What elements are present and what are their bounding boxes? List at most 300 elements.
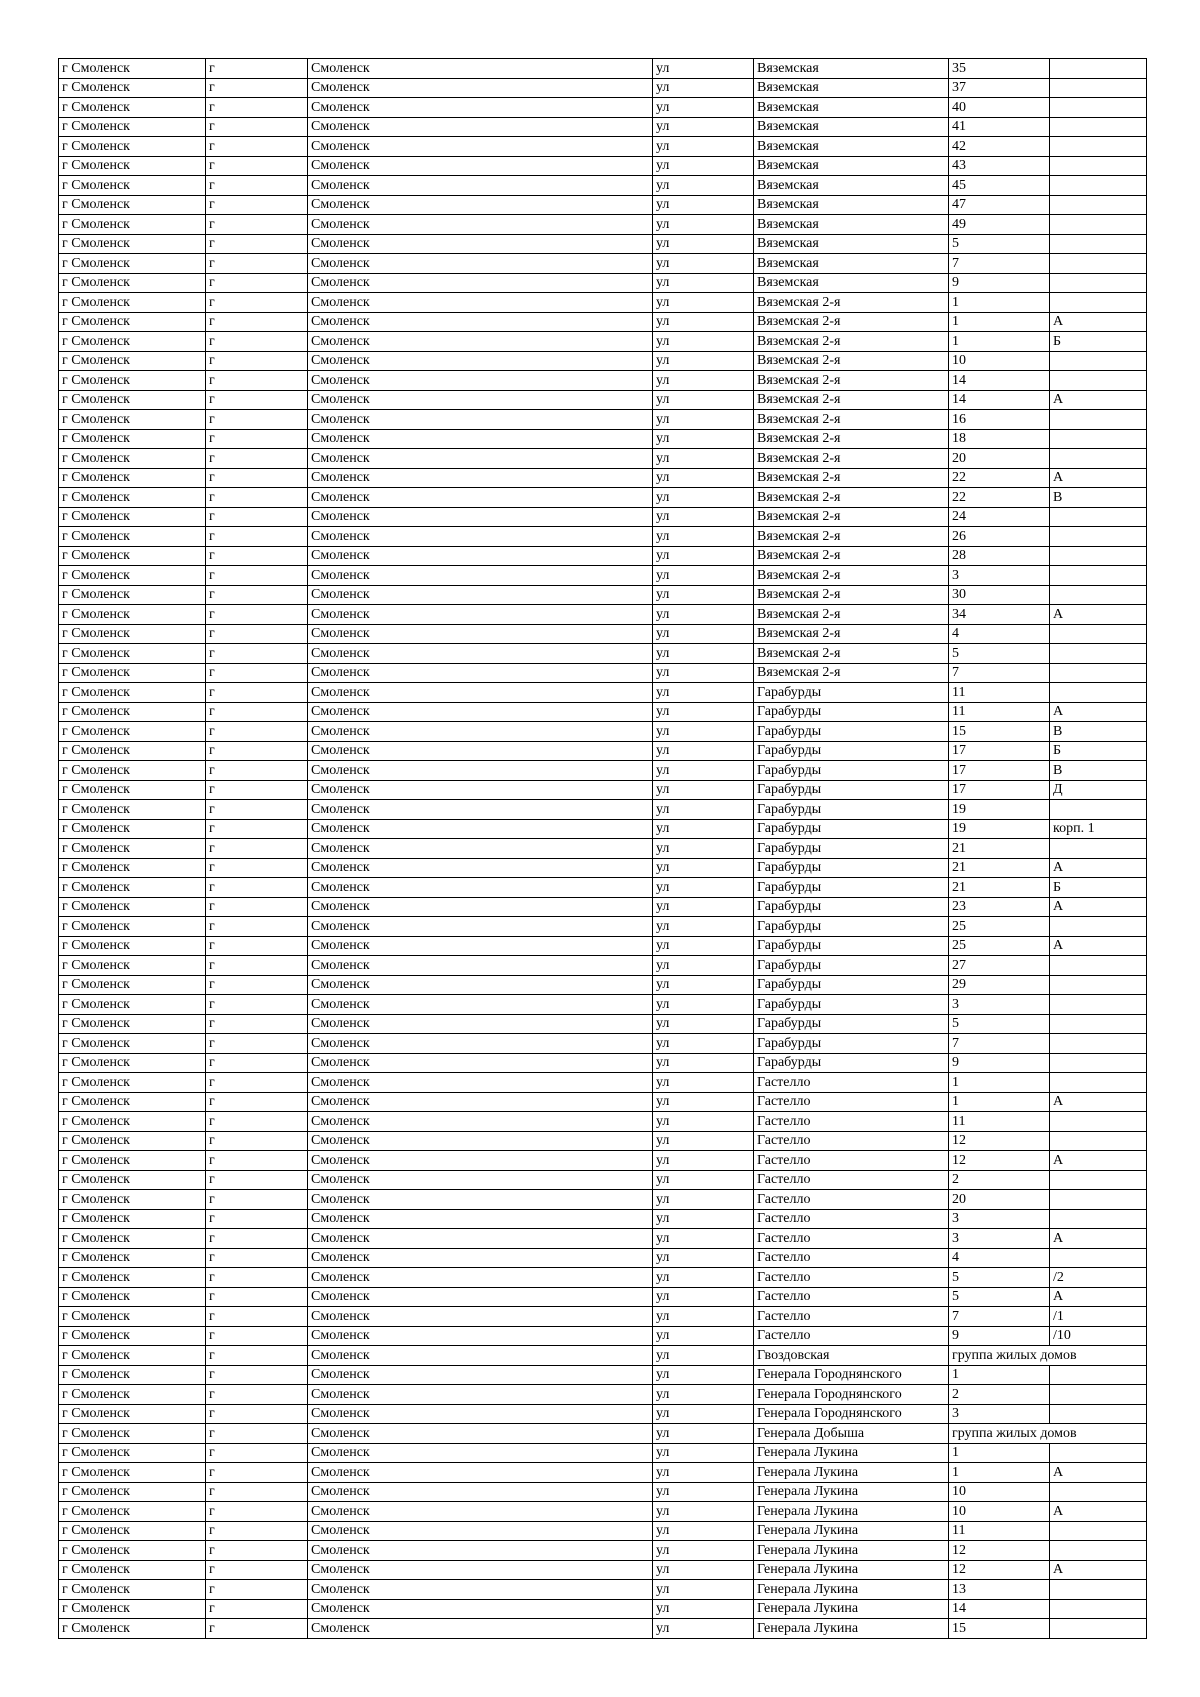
settlement-type-cell: г [206, 1326, 308, 1346]
street-cell: Гарабурды [754, 956, 949, 976]
house-cell: 9 [949, 1053, 1050, 1073]
building-cell [1050, 1541, 1147, 1561]
house-cell: 17 [949, 741, 1050, 761]
city-cell: Смоленск [308, 624, 653, 644]
building-cell [1050, 449, 1147, 469]
city-cell: Смоленск [308, 1541, 653, 1561]
street-cell: Гастелло [754, 1170, 949, 1190]
house-cell: 10 [949, 351, 1050, 371]
street-cell: Гарабурды [754, 780, 949, 800]
settlement-type-cell: г [206, 1209, 308, 1229]
street-type-cell: ул [653, 878, 754, 898]
region-cell: г Смоленск [59, 1209, 206, 1229]
city-cell: Смоленск [308, 410, 653, 430]
street-cell: Генерала Лукина [754, 1521, 949, 1541]
city-cell: Смоленск [308, 527, 653, 547]
settlement-type-cell: г [206, 1053, 308, 1073]
region-cell: г Смоленск [59, 897, 206, 917]
settlement-type-cell: г [206, 137, 308, 157]
city-cell: Смоленск [308, 1112, 653, 1132]
table-row [59, 1385, 1147, 1405]
street-type-cell: ул [653, 1482, 754, 1502]
table-row [59, 1521, 1147, 1541]
table-row [59, 1599, 1147, 1619]
street-cell: Гастелло [754, 1092, 949, 1112]
table-row [59, 1229, 1147, 1249]
building-cell: /2 [1050, 1268, 1147, 1288]
street-cell: Гарабурды [754, 975, 949, 995]
settlement-type-cell: г [206, 800, 308, 820]
house-cell: 5 [949, 234, 1050, 254]
street-type-cell: ул [653, 59, 754, 79]
street-type-cell: ул [653, 585, 754, 605]
region-cell: г Смоленск [59, 1482, 206, 1502]
settlement-type-cell: г [206, 1404, 308, 1424]
street-type-cell: ул [653, 1229, 754, 1249]
building-cell: В [1050, 488, 1147, 508]
settlement-type-cell: г [206, 605, 308, 625]
building-cell [1050, 1112, 1147, 1132]
region-cell: г Смоленск [59, 1326, 206, 1346]
street-type-cell: ул [653, 1092, 754, 1112]
street-cell: Вяземская 2-я [754, 293, 949, 313]
street-cell: Вяземская [754, 98, 949, 118]
street-type-cell: ул [653, 1365, 754, 1385]
city-cell: Смоленск [308, 488, 653, 508]
table-row [59, 98, 1147, 118]
table-row [59, 839, 1147, 859]
settlement-type-cell: г [206, 644, 308, 664]
house-cell: 28 [949, 546, 1050, 566]
house-cell: 24 [949, 507, 1050, 527]
building-cell [1050, 1131, 1147, 1151]
settlement-type-cell: г [206, 956, 308, 976]
house-cell: 3 [949, 566, 1050, 586]
house-cell: 17 [949, 780, 1050, 800]
city-cell: Смоленск [308, 1482, 653, 1502]
building-cell: А [1050, 1287, 1147, 1307]
region-cell: г Смоленск [59, 663, 206, 683]
street-cell: Гастелло [754, 1307, 949, 1327]
settlement-type-cell: г [206, 117, 308, 137]
settlement-type-cell: г [206, 507, 308, 527]
settlement-type-cell: г [206, 351, 308, 371]
region-cell: г Смоленск [59, 254, 206, 274]
street-cell: Вяземская 2-я [754, 312, 949, 332]
table-row [59, 761, 1147, 781]
settlement-type-cell: г [206, 1560, 308, 1580]
building-cell: Б [1050, 878, 1147, 898]
city-cell: Смоленск [308, 897, 653, 917]
street-cell: Гастелло [754, 1190, 949, 1210]
street-cell: Гарабурды [754, 917, 949, 937]
address-table [58, 58, 1147, 1639]
street-cell: Вяземская [754, 234, 949, 254]
table-row [59, 195, 1147, 215]
building-cell [1050, 137, 1147, 157]
city-cell: Смоленск [308, 1521, 653, 1541]
street-type-cell: ул [653, 312, 754, 332]
table-row [59, 956, 1147, 976]
table-row [59, 566, 1147, 586]
region-cell: г Смоленск [59, 1560, 206, 1580]
table-row [59, 1170, 1147, 1190]
building-cell [1050, 351, 1147, 371]
street-type-cell: ул [653, 1131, 754, 1151]
city-cell: Смоленск [308, 1365, 653, 1385]
street-type-cell: ул [653, 1112, 754, 1132]
street-cell: Гарабурды [754, 1034, 949, 1054]
table-row [59, 429, 1147, 449]
building-cell: /10 [1050, 1326, 1147, 1346]
region-cell: г Смоленск [59, 1151, 206, 1171]
street-cell: Вяземская [754, 254, 949, 274]
region-cell: г Смоленск [59, 702, 206, 722]
table-row [59, 605, 1147, 625]
building-cell [1050, 546, 1147, 566]
street-type-cell: ул [653, 1580, 754, 1600]
street-type-cell: ул [653, 644, 754, 664]
building-cell [1050, 624, 1147, 644]
settlement-type-cell: г [206, 1385, 308, 1405]
building-cell [1050, 527, 1147, 547]
table-row [59, 1346, 1147, 1366]
table-row [59, 1580, 1147, 1600]
city-cell: Смоленск [308, 722, 653, 742]
settlement-type-cell: г [206, 1502, 308, 1522]
city-cell: Смоленск [308, 780, 653, 800]
street-cell: Гастелло [754, 1073, 949, 1093]
city-cell: Смоленск [308, 1151, 653, 1171]
settlement-type-cell: г [206, 995, 308, 1015]
building-cell: А [1050, 897, 1147, 917]
street-cell: Генерала Добыша [754, 1424, 949, 1444]
street-cell: Вяземская 2-я [754, 507, 949, 527]
house-cell: 1 [949, 332, 1050, 352]
house-cell: 3 [949, 1209, 1050, 1229]
house-cell: 5 [949, 1287, 1050, 1307]
street-type-cell: ул [653, 1287, 754, 1307]
street-cell: Вяземская 2-я [754, 488, 949, 508]
region-cell: г Смоленск [59, 644, 206, 664]
settlement-type-cell: г [206, 1073, 308, 1093]
street-type-cell: ул [653, 1521, 754, 1541]
street-cell: Гастелло [754, 1287, 949, 1307]
city-cell: Смоленск [308, 1092, 653, 1112]
street-cell: Вяземская 2-я [754, 566, 949, 586]
house-cell: 14 [949, 1599, 1050, 1619]
city-cell: Смоленск [308, 195, 653, 215]
house-cell: 20 [949, 1190, 1050, 1210]
table-row [59, 858, 1147, 878]
city-cell: Смоленск [308, 839, 653, 859]
city-cell: Смоленск [308, 566, 653, 586]
settlement-type-cell: г [206, 1541, 308, 1561]
building-cell [1050, 1580, 1147, 1600]
settlement-type-cell: г [206, 858, 308, 878]
table-row [59, 410, 1147, 430]
table-row [59, 1619, 1147, 1639]
building-cell: А [1050, 312, 1147, 332]
building-cell [1050, 995, 1147, 1015]
house-cell: 10 [949, 1502, 1050, 1522]
city-cell: Смоленск [308, 254, 653, 274]
table-row [59, 1092, 1147, 1112]
street-cell: Гастелло [754, 1268, 949, 1288]
table-row [59, 449, 1147, 469]
house-cell: 11 [949, 702, 1050, 722]
street-cell: Гарабурды [754, 839, 949, 859]
building-cell [1050, 1014, 1147, 1034]
city-cell: Смоленск [308, 1014, 653, 1034]
region-cell: г Смоленск [59, 1443, 206, 1463]
table-row [59, 332, 1147, 352]
region-cell: г Смоленск [59, 683, 206, 703]
house-cell: 11 [949, 683, 1050, 703]
street-type-cell: ул [653, 1151, 754, 1171]
table-row [59, 254, 1147, 274]
settlement-type-cell: г [206, 1346, 308, 1366]
house-cell: 11 [949, 1521, 1050, 1541]
city-cell: Смоленск [308, 975, 653, 995]
city-cell: Смоленск [308, 1424, 653, 1444]
street-type-cell: ул [653, 1073, 754, 1093]
street-type-cell: ул [653, 1463, 754, 1483]
table-row [59, 59, 1147, 79]
region-cell: г Смоленск [59, 234, 206, 254]
region-cell: г Смоленск [59, 429, 206, 449]
settlement-type-cell: г [206, 722, 308, 742]
street-type-cell: ул [653, 1502, 754, 1522]
building-cell [1050, 1482, 1147, 1502]
house-cell: 3 [949, 1229, 1050, 1249]
street-cell: Гастелло [754, 1112, 949, 1132]
building-cell: А [1050, 390, 1147, 410]
city-cell: Смоленск [308, 1170, 653, 1190]
street-type-cell: ул [653, 468, 754, 488]
street-cell: Вяземская [754, 59, 949, 79]
city-cell: Смоленск [308, 1619, 653, 1639]
region-cell: г Смоленск [59, 195, 206, 215]
building-cell [1050, 429, 1147, 449]
street-type-cell: ул [653, 995, 754, 1015]
settlement-type-cell: г [206, 878, 308, 898]
table-row [59, 156, 1147, 176]
street-cell: Генерала Городнянского [754, 1385, 949, 1405]
settlement-type-cell: г [206, 234, 308, 254]
table-row [59, 1482, 1147, 1502]
street-type-cell: ул [653, 1619, 754, 1639]
city-cell: Смоленск [308, 1502, 653, 1522]
street-cell: Гастелло [754, 1248, 949, 1268]
house-cell: 12 [949, 1131, 1050, 1151]
street-cell: Вяземская 2-я [754, 546, 949, 566]
street-type-cell: ул [653, 605, 754, 625]
house-cell: 1 [949, 1365, 1050, 1385]
region-cell: г Смоленск [59, 624, 206, 644]
building-cell [1050, 585, 1147, 605]
city-cell: Смоленск [308, 98, 653, 118]
city-cell: Смоленск [308, 1580, 653, 1600]
street-type-cell: ул [653, 1014, 754, 1034]
settlement-type-cell: г [206, 936, 308, 956]
building-cell [1050, 644, 1147, 664]
house-cell: 41 [949, 117, 1050, 137]
street-type-cell: ул [653, 293, 754, 313]
city-cell: Смоленск [308, 507, 653, 527]
region-cell: г Смоленск [59, 371, 206, 391]
city-cell: Смоленск [308, 215, 653, 235]
street-cell: Гарабурды [754, 722, 949, 742]
table-row [59, 1287, 1147, 1307]
house-cell: 5 [949, 1014, 1050, 1034]
settlement-type-cell: г [206, 1014, 308, 1034]
region-cell: г Смоленск [59, 390, 206, 410]
city-cell: Смоленск [308, 1385, 653, 1405]
street-cell: Вяземская 2-я [754, 644, 949, 664]
table-row [59, 917, 1147, 937]
street-type-cell: ул [653, 1385, 754, 1405]
building-cell [1050, 1248, 1147, 1268]
street-cell: Гарабурды [754, 995, 949, 1015]
table-row [59, 683, 1147, 703]
house-cell: 1 [949, 1463, 1050, 1483]
building-cell: А [1050, 858, 1147, 878]
building-cell: А [1050, 1502, 1147, 1522]
building-cell: А [1050, 702, 1147, 722]
table-row [59, 117, 1147, 137]
house-cell: 43 [949, 156, 1050, 176]
street-type-cell: ул [653, 488, 754, 508]
street-cell: Гарабурды [754, 761, 949, 781]
street-type-cell: ул [653, 273, 754, 293]
house-cell: 20 [949, 449, 1050, 469]
street-cell: Гарабурды [754, 897, 949, 917]
house-cell: 13 [949, 1580, 1050, 1600]
settlement-type-cell: г [206, 1190, 308, 1210]
settlement-type-cell: г [206, 215, 308, 235]
region-cell: г Смоленск [59, 936, 206, 956]
city-cell: Смоленск [308, 878, 653, 898]
settlement-type-cell: г [206, 273, 308, 293]
table-row [59, 1014, 1147, 1034]
region-cell: г Смоленск [59, 1014, 206, 1034]
settlement-type-cell: г [206, 1619, 308, 1639]
street-type-cell: ул [653, 98, 754, 118]
region-cell: г Смоленск [59, 1346, 206, 1366]
street-type-cell: ул [653, 1248, 754, 1268]
street-cell: Вяземская 2-я [754, 527, 949, 547]
house-cell: 29 [949, 975, 1050, 995]
city-cell: Смоленск [308, 936, 653, 956]
building-cell: Д [1050, 780, 1147, 800]
settlement-type-cell: г [206, 566, 308, 586]
house-cell: 7 [949, 254, 1050, 274]
city-cell: Смоленск [308, 234, 653, 254]
settlement-type-cell: г [206, 390, 308, 410]
house-cell: 17 [949, 761, 1050, 781]
city-cell: Смоленск [308, 371, 653, 391]
street-cell: Генерала Лукина [754, 1580, 949, 1600]
house-cell: 4 [949, 1248, 1050, 1268]
street-type-cell: ул [653, 624, 754, 644]
street-type-cell: ул [653, 917, 754, 937]
settlement-type-cell: г [206, 780, 308, 800]
table-row [59, 1443, 1147, 1463]
settlement-type-cell: г [206, 1151, 308, 1171]
region-cell: г Смоленск [59, 839, 206, 859]
house-cell: 16 [949, 410, 1050, 430]
street-cell: Вяземская [754, 215, 949, 235]
city-cell: Смоленск [308, 59, 653, 79]
house-cell: 21 [949, 839, 1050, 859]
street-cell: Гастелло [754, 1326, 949, 1346]
street-type-cell: ул [653, 390, 754, 410]
table-row [59, 1190, 1147, 1210]
street-cell: Гастелло [754, 1131, 949, 1151]
settlement-type-cell: г [206, 98, 308, 118]
street-cell: Генерала Лукина [754, 1541, 949, 1561]
house-cell: 22 [949, 468, 1050, 488]
street-cell: Вяземская 2-я [754, 390, 949, 410]
settlement-type-cell: г [206, 683, 308, 703]
house-cell: 9 [949, 1326, 1050, 1346]
region-cell: г Смоленск [59, 332, 206, 352]
street-cell: Вяземская 2-я [754, 624, 949, 644]
building-cell [1050, 1073, 1147, 1093]
building-cell [1050, 195, 1147, 215]
street-type-cell: ул [653, 332, 754, 352]
region-cell: г Смоленск [59, 1502, 206, 1522]
city-cell: Смоленск [308, 1034, 653, 1054]
table-row [59, 663, 1147, 683]
building-cell [1050, 410, 1147, 430]
house-cell: 15 [949, 722, 1050, 742]
region-cell: г Смоленск [59, 1404, 206, 1424]
building-cell [1050, 1170, 1147, 1190]
street-cell: Генерала Лукина [754, 1619, 949, 1639]
city-cell: Смоленск [308, 1268, 653, 1288]
street-type-cell: ул [653, 449, 754, 469]
settlement-type-cell: г [206, 527, 308, 547]
street-type-cell: ул [653, 741, 754, 761]
settlement-type-cell: г [206, 410, 308, 430]
settlement-type-cell: г [206, 293, 308, 313]
settlement-type-cell: г [206, 761, 308, 781]
table-row [59, 390, 1147, 410]
region-cell: г Смоленск [59, 1463, 206, 1483]
street-type-cell: ул [653, 1560, 754, 1580]
building-cell [1050, 1190, 1147, 1210]
street-cell: Гастелло [754, 1151, 949, 1171]
settlement-type-cell: г [206, 1131, 308, 1151]
table-row [59, 1248, 1147, 1268]
table-row [59, 1209, 1147, 1229]
city-cell: Смоленск [308, 1404, 653, 1424]
settlement-type-cell: г [206, 59, 308, 79]
street-cell: Гарабурды [754, 1014, 949, 1034]
settlement-type-cell: г [206, 702, 308, 722]
house-cell: 37 [949, 78, 1050, 98]
region-cell: г Смоленск [59, 1248, 206, 1268]
settlement-type-cell: г [206, 1521, 308, 1541]
table-row [59, 1073, 1147, 1093]
building-cell [1050, 59, 1147, 79]
settlement-type-cell: г [206, 1307, 308, 1327]
region-cell: г Смоленск [59, 312, 206, 332]
street-type-cell: ул [653, 117, 754, 137]
table-row [59, 936, 1147, 956]
